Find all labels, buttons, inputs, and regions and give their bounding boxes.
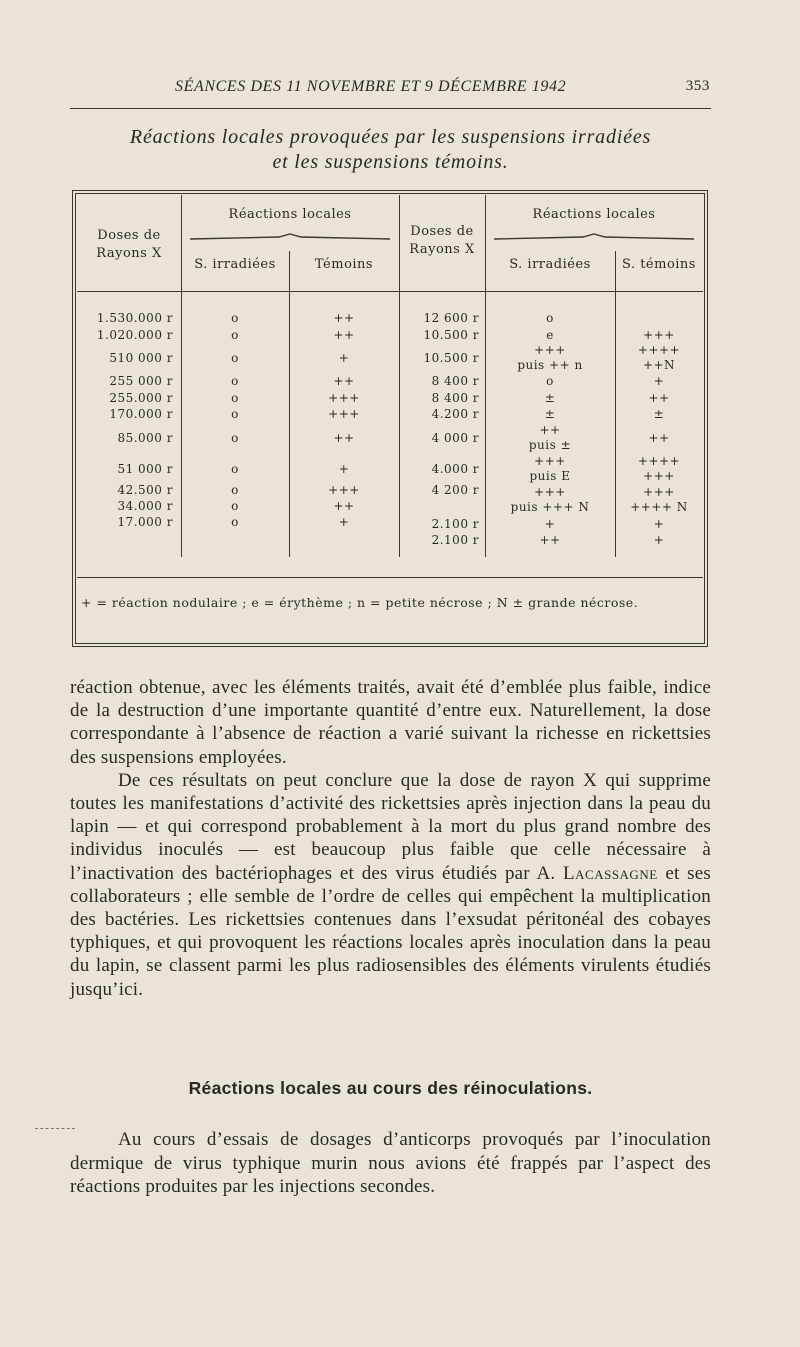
right-irr-cell: ± — [544, 407, 556, 421]
left-irr-cell: o — [231, 374, 239, 388]
right-dose-header — [399, 223, 485, 259]
left-tem-cell: ++ — [333, 311, 355, 325]
left-irr-cell: o — [231, 391, 239, 405]
right-dose-cell: 2.100 r — [431, 517, 479, 531]
left-tem-cell: ++ — [333, 374, 355, 388]
left-tem-cell: +++ — [328, 391, 360, 405]
running-header — [80, 78, 710, 100]
margin-dash — [35, 1128, 75, 1130]
right-tem-cell: ± — [653, 407, 665, 421]
paragraph-2-part-2: et ses collaborateurs ; elle semble de l’ordre de celles qui empêchent la multiplication des bactéries. Les rickettsies contenues dans l’exsudat péritonéal des cobayes typhiques, et qui provoquent les réactions locales après inoculation dans la peau du lapin, se classent parmi les plus radiosensibles des éléments virulents étudiés jusqu’ici. — [70, 862, 711, 1000]
left-irr-cell: o — [231, 351, 239, 365]
right-group-header: Réactions locales — [532, 207, 656, 222]
left-dose-cell: 1.530.000 r — [96, 311, 173, 325]
right-tem-cell: ++ — [648, 391, 670, 405]
left-dose-cell: 510 000 r — [109, 351, 173, 365]
running-title: SÉANCES DES 11 NOVEMBRE ET 9 DÉCEMBRE 1942 — [175, 78, 567, 95]
right-tem-cell: +++ — [643, 485, 675, 499]
right-irr-cell: ± — [544, 391, 556, 405]
body-text — [70, 676, 711, 1001]
left-dose-cell: 42.500 r — [117, 483, 173, 497]
page-number: 353 — [685, 78, 710, 94]
right-dose-cell: 2.100 r — [431, 533, 479, 547]
paragraph-2-part-1: De ces résultats on peut conclure que la dose de rayon X qui supprime toutes les manifestations d’activité des rickettsies après injection dans la peau du lapin — et qui correspond probablement à la mort du plus grand nombre des individus inoculés — est beaucoup plus faible que celle nécessaire à l’inactivation des bactériophages et des virus étudiés par A. — [70, 769, 711, 884]
right-dose-cell: 8 400 r — [431, 391, 479, 405]
right-col-irradiees: S. irradiées — [509, 257, 591, 272]
left-irr-cell: o — [231, 483, 239, 497]
right-irr-cell: +++ — [534, 343, 566, 357]
right-dose-cell: 4 000 r — [431, 431, 479, 445]
right-tem-cell-line-2: +++ — [643, 469, 675, 483]
right-irr-cell: e — [546, 328, 554, 342]
left-dose-header-line-2: Rayons X — [96, 246, 162, 261]
header-rule-table — [77, 291, 703, 292]
left-tem-cell: + — [338, 351, 350, 365]
left-dose-cell: 85.000 r — [117, 431, 173, 445]
legend-rule-table — [77, 577, 703, 578]
left-irr-cell: o — [231, 407, 239, 421]
left-tem-cell: ++ — [333, 431, 355, 445]
right-dose-cell: 8 400 r — [431, 374, 479, 388]
left-dose-cell: 255 000 r — [109, 374, 173, 388]
right-dose-cell: 12 600 r — [423, 311, 479, 325]
caption-line-2: et les suspensions témoins. — [272, 151, 509, 173]
right-brace — [493, 233, 695, 241]
left-irr-cell: o — [231, 499, 239, 513]
right-tem-cell: ++ — [648, 431, 670, 445]
left-tem-cell: + — [338, 515, 350, 529]
right-dose-cell: 4 200 r — [431, 483, 479, 497]
right-irr-cell-line-2: puis ± — [528, 438, 572, 452]
left-tem-cell: + — [338, 462, 350, 476]
right-col-temoins: S. témoins — [622, 257, 696, 272]
right-dose-cell: 10.500 r — [423, 351, 479, 365]
left-dose-header — [77, 227, 181, 263]
right-dose-header-line-2: Rayons X — [409, 242, 475, 257]
left-dose-cell: 170.000 r — [109, 407, 173, 421]
left-irr-cell: o — [231, 462, 239, 476]
paragraph-2 — [70, 769, 711, 1001]
section-title: Réactions locales au cours des réinoculations. — [188, 1078, 593, 1098]
left-irr-cell: o — [231, 311, 239, 325]
paragraph-3: Au cours d’essais de dosages d’anticorps provoqués par l’inoculation dermique de virus typhique murin nous avions été frappés par l’aspect des réactions produites par les injections secondes. — [70, 1129, 711, 1197]
left-dose-cell: 34.000 r — [117, 499, 173, 513]
right-tem-cell: + — [653, 533, 665, 547]
left-col-irradiees: S. irradiées — [194, 257, 276, 272]
left-dose-cell: 51 000 r — [117, 462, 173, 476]
right-dose-cell: 4.200 r — [431, 407, 479, 421]
left-tem-cell: ++ — [333, 328, 355, 342]
right-irr-cell: ++ — [539, 533, 561, 547]
right-tem-cell: +++ — [643, 328, 675, 342]
right-irr-cell: +++ — [534, 485, 566, 499]
right-dose-header-line-1: Doses de — [410, 224, 474, 239]
right-irr-cell: o — [546, 374, 554, 388]
right-tem-cell-line-2: ++N — [642, 358, 676, 372]
right-irr-cell: ++ — [539, 423, 561, 437]
right-dose-cell: 4.000 r — [431, 462, 479, 476]
results-table — [72, 190, 708, 647]
caption-line-1: Réactions locales provoquées par les suspensions irradiées — [129, 126, 652, 148]
left-col-temoins: Témoins — [314, 257, 374, 272]
left-tem-cell: +++ — [328, 483, 360, 497]
right-irr-cell: o — [546, 311, 554, 325]
body-text-2 — [70, 1128, 711, 1199]
left-brace — [189, 233, 391, 241]
right-tem-cell-line-2: ++++ N — [630, 500, 688, 514]
right-tem-cell: ++++ — [637, 454, 681, 468]
right-irr-cell-line-2: puis +++ N — [510, 500, 590, 514]
table-legend: + = réaction nodulaire ; e = érythème ; n = petite nécrose ; N ± grande nécrose. — [81, 595, 639, 610]
left-tem-cell: +++ — [328, 407, 360, 421]
left-dose-header-line-1: Doses de — [97, 228, 161, 243]
right-irr-cell-line-2: puis ++ n — [517, 358, 583, 372]
right-irr-cell: +++ — [534, 454, 566, 468]
left-dose-cell: 1.020.000 r — [96, 328, 173, 342]
right-dose-cell: 10.500 r — [423, 328, 479, 342]
left-group-header: Réactions locales — [228, 207, 352, 222]
right-irr-cell: + — [544, 517, 556, 531]
left-irr-cell: o — [231, 431, 239, 445]
right-tem-cell: + — [653, 517, 665, 531]
left-dose-cell: 17.000 r — [117, 515, 173, 529]
right-tem-cell: ++++ — [637, 343, 681, 357]
paragraph-1: réaction obtenue, avec les éléments traités, avait été d’emblée plus faible, indice de la destruction d’une importante quantité d’entre eux. Naturellement, la dose correspondante à l’absence de réaction a varié suivant la richesse en rickettsies des suspensions employées. — [70, 677, 711, 768]
right-irr-cell-line-2: puis E — [529, 469, 571, 483]
left-tem-cell: ++ — [333, 499, 355, 513]
author-name: Lacassagne — [563, 862, 658, 884]
left-irr-cell: o — [231, 515, 239, 529]
table-caption — [70, 125, 711, 175]
right-tem-cell: + — [653, 374, 665, 388]
left-irr-cell: o — [231, 328, 239, 342]
left-dose-cell: 255.000 r — [109, 391, 173, 405]
header-rule — [70, 108, 711, 109]
